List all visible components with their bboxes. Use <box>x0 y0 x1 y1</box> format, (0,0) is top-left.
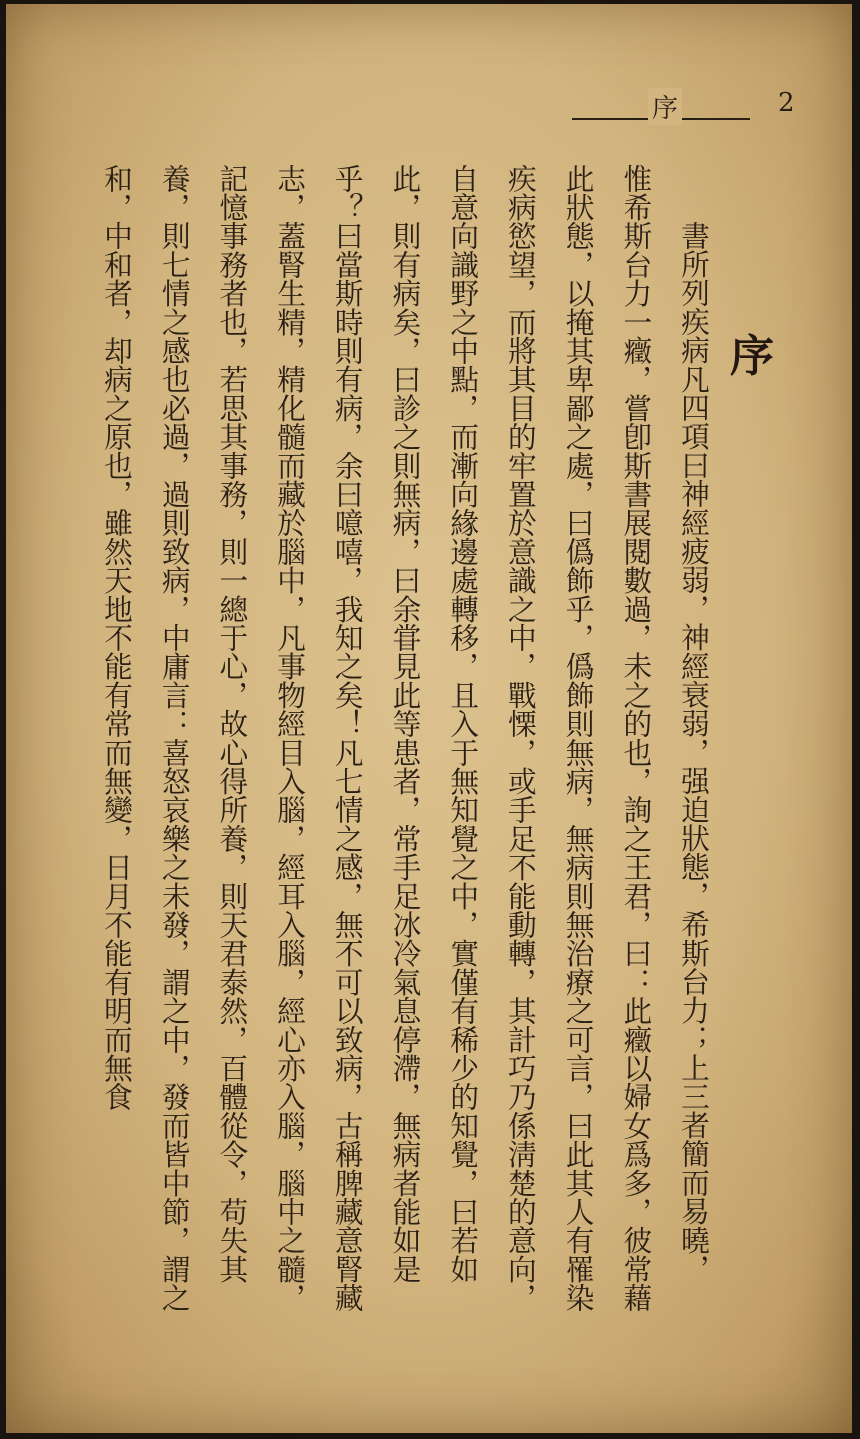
running-title: 序 <box>648 88 682 125</box>
paragraph: 惟希斯台力一癥，嘗卽斯書展閱數過，未之的也，詢之王君，曰：此癥以婦女爲多，彼常藉此狀態，以掩其卑鄙之處，曰僞飾乎，僞飾則無病，無病則無治療之可言，曰此其人有罹染疾病慾望，而將其目的牢置於意識之中，戰慄，或手足不能動轉，其計巧乃係淸楚的意向，自意向識野之中點，而漸向緣邊處轉移，且入于無知覺之中，實僅有稀少的知覺，曰若如此，則有病矣，曰診之則無病，曰余甞見此等患者，常手足冰冷氣息停滯，無病者能如是乎？曰當斯時則有病，余曰噫嘻，我知之矣！凡七情之感，無不可以致病，古稱脾藏意腎藏志，蓋腎生精，精化髓而藏於腦中，凡事物經目入腦，經耳入腦，經心亦入腦，腦中之髓，記憶事務者也，若思其事務，則一總于心，故心得所養，則天君泰然，百體從令，苟失其養，則七情之感也必過，過則致病，中庸言：喜怒哀樂之未發，謂之中，發而皆中節，謂之和，中和者，却病之原也，雖然天地不能有常而無變，日月不能有明而無食 <box>99 164 654 1312</box>
page-number: 2 <box>778 88 795 118</box>
paragraph: 書所列疾病凡四項曰神經疲弱，神經衰弱，强迫狀態，希斯台力；上三者簡而易曉， <box>677 221 711 1284</box>
chapter-title: 序 <box>730 331 774 382</box>
book-page <box>6 4 852 1433</box>
body-text <box>56 164 722 1340</box>
